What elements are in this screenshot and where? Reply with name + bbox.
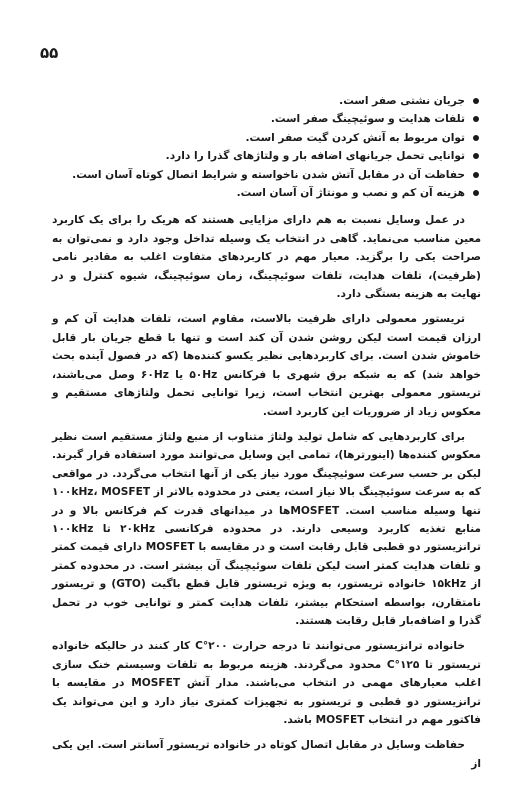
bullet-dot-icon	[473, 116, 479, 122]
body-paragraph: تریستور معمولی دارای ظرفیت بالاست، مقاوم است، تلفات هدایت آن کم و ارزان قیمت است لیکن روشن شدن آن کند است و تنها با قطع جریان بار قابل خاموش شدن است. برای کاربردهایی نظیر یکسو کننده‌ها (که در فصول آینده بحث خواهد شد) که به شبکه برق شهری با فرکانس ۵۰Hz یا ۶۰Hz وصل می‌باشند، تریستور معمولی بهترین انتخاب است، زیرا توانایی تحمل ولتاژهای مستقیم و معکوس زیاد از ضروریات این کاربرد است.	[52, 313, 481, 418]
bullet-item: هزینه آن کم و نصب و مونتاژ آن آسان است.	[52, 184, 479, 202]
bullet-item: حفاظت آن در مقابل آتش شدن ناخواسته و شرایط اتصال کوتاه آسان است.	[52, 166, 479, 184]
body-paragraph: خانواده ترانزیستور می‌توانند تا درجه حرارت ۲۰۰°C کار کنند در حالیکه خانواده تریستور تا ۱۲۵°C محدود می‌گردند. هزینه مربوط به تلفات وسیستم خنک سازی اغلب معیارهای مهمی در انتخاب می‌باشند. مدار آتش MOSFET در مقایسه با ترانزیستور دو قطبی و تریستور به تجهیزات کمتری نیاز دارد و این می‌تواند یک فاکتور مهم در انتخاب MOSFET باشد.	[52, 640, 481, 726]
body-paragraph: برای کاربردهایی که شامل تولید ولتاژ متناوب از منبع ولتاژ مستقیم است نظیر معکوس کننده‌ها (اینورترها)، تمامی این وسایل می‌توانند مورد استفاده قرار گیرند. لیکن بر حسب سرعت سوئیچینگ مورد نیاز یکی از آنها انتخاب می‌گردد. در مواقعی که به سرعت سوئیچینگ بالا نیاز است، یعنی در محدوده بالاتر از ۱۰۰kHz، MOSFET تنها وسیله مناسب است. MOSFETها در میدانهای قدرت کم فرکانس بالا و در منابع تغذیه کاربرد وسیعی دارند. در محدوده فرکانسی ۲۰kHz تا ۱۰۰kHz ترانزیستور دو قطبی قابل رقابت است و در مقایسه با MOSFET دارای قیمت کمتر و تلفات هدایت کمتر است لیکن تلفات سوئیچینگ آن بیشتر است. در محدوده کمتر از ۱۵kHz خانواده تریستور، به ویژه تریستور قابل قطع باگیت (GTO) و تریستور نامتقارن، بواسطه استحکام بیشتر، تلفات هدایت کمتر و توانایی خوب در تحمل گذرا و اضافه‌بار قابل رقابت هستند.	[52, 430, 482, 627]
page-number: ۵۵	[40, 44, 59, 62]
body-paragraph: در عمل وسایل نسبت به هم دارای مزایایی هستند که هریک را برای یک کاربرد معین مناسب می‌نماید. گاهی در انتخاب یک وسیله تداخل وجود دارد و نمی‌توان به صراحت یکی را برگزید. معیار مهم در کاربردهای متفاوت اغلب به مقادیر نامی (ظرفیت)، تلفات هدایت، تلفات سوئیچینگ، زمان سوئیچینگ، شیوه کنترل و در نهایت به هزینه بستگی دارد.	[52, 214, 481, 301]
bullet-item: تلفات هدایت و سوئیچینگ صفر است.	[52, 110, 479, 128]
body-paragraph: حفاظت وسایل در مقابل اتصال کوتاه در خانواده تریستور آسانتر است. این یکی از	[52, 739, 481, 770]
bullet-item: توان مربوط به آتش کردن گیت صفر است.	[52, 129, 479, 147]
bullet-dot-icon	[473, 135, 479, 141]
bullet-item: توانایی تحمل جریانهای اضافه بار و ولتاژهای گذرا را دارد.	[52, 147, 479, 165]
bullet-dot-icon	[473, 172, 479, 178]
bullet-dot-icon	[473, 153, 479, 159]
page-content	[52, 92, 481, 773]
bullet-item: جریان نشتی صفر است.	[52, 92, 479, 110]
bullet-dot-icon	[473, 98, 479, 104]
requirement-bullet-list	[52, 92, 481, 202]
bullet-dot-icon	[473, 190, 479, 196]
